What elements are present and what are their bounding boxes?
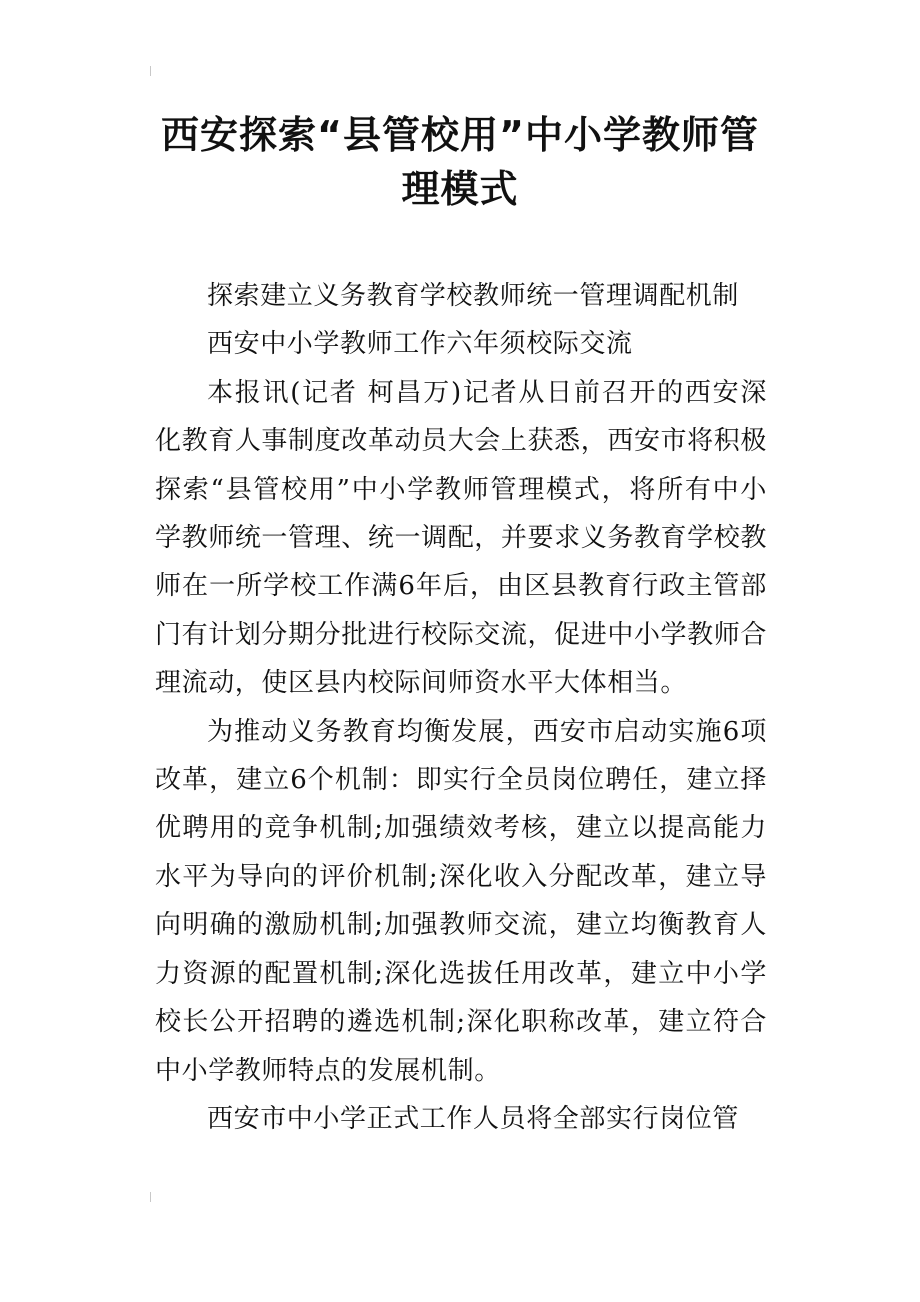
page-corner-mark-bottom xyxy=(150,1192,155,1202)
paragraph-2: 为推动义务教育均衡发展，西安市启动实施6项改革，建立6个机制：即实行全员岗位聘任，建立择优聘用的竞争机制;加强绩效考核，建立以提高能力水平为导向的评价机制;深化收入分配改革，建立导向明确的激励机制;加强教师交流，建立均衡教育人力资源的配置机制;深化选拔任用改革，建立中小学校长公开招聘的遴选机制;深化职称改革，建立符合中小学教师特点的发展机制。 xyxy=(155,716,767,1086)
subheading-1: 探索建立义务教育学校教师统一管理调配机制 xyxy=(207,281,740,311)
document-title: 西安探索“县管校用”中小学教师管理模式 xyxy=(161,113,759,211)
paragraph-1: 本报讯(记者 柯昌万)记者从日前召开的西安深化教育人事制度改革动员大会上获悉，西安市将积极探索“县管校用”中小学教师管理模式，将所有中小学教师统一管理、统一调配，并要求义务教育学校教师在一所学校工作满6年后，由区县教育行政主管部门有计划分期分批进行校际交流，促进中小学教师合理流动，使区县内校际间师资水平大体相当。 xyxy=(155,377,767,699)
subheading-2: 西安中小学教师工作六年须校际交流 xyxy=(207,329,633,360)
paragraph-3: 西安市中小学正式工作人员将全部实行岗位管 xyxy=(207,1103,740,1134)
page-corner-mark-top xyxy=(150,66,155,76)
document-body xyxy=(155,272,767,1143)
